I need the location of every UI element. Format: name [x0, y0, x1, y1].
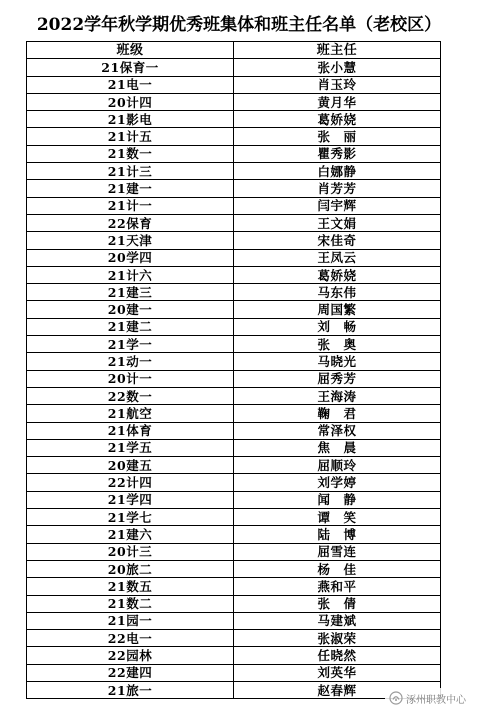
class-cell: 22建四 [27, 664, 234, 681]
class-cell: 21航空 [27, 405, 234, 422]
class-cell: 21计五 [27, 128, 234, 145]
teacher-cell: 张小慧 [234, 59, 441, 76]
teacher-cell: 张 丽 [234, 128, 441, 145]
teacher-cell: 白娜静 [234, 163, 441, 180]
table-row [27, 612, 441, 629]
teacher-cell: 宋佳奇 [234, 232, 441, 249]
teacher-cell: 谭 笑 [234, 509, 441, 526]
teacher-cell: 马东伟 [234, 284, 441, 301]
table-row [27, 578, 441, 595]
table-row [27, 197, 441, 214]
teacher-cell: 葛娇娆 [234, 111, 441, 128]
class-cell: 21数五 [27, 578, 234, 595]
class-cell: 21建三 [27, 284, 234, 301]
teacher-cell: 焦 晨 [234, 439, 441, 456]
table-row [27, 59, 441, 76]
teacher-cell: 王文娟 [234, 214, 441, 231]
class-cell: 21学一 [27, 336, 234, 353]
table-row [27, 457, 441, 474]
class-cell: 21计一 [27, 197, 234, 214]
class-teacher-table [26, 41, 441, 699]
table-row [27, 474, 441, 491]
teacher-cell: 马建斌 [234, 612, 441, 629]
class-cell: 21天津 [27, 232, 234, 249]
teacher-cell: 瞿秀影 [234, 145, 441, 162]
table-row [27, 111, 441, 128]
class-cell: 20计一 [27, 370, 234, 387]
teacher-cell: 杨 佳 [234, 560, 441, 577]
header-class: 班级 [27, 42, 234, 59]
class-cell: 21电一 [27, 76, 234, 93]
class-cell: 21体育 [27, 422, 234, 439]
class-cell: 21建六 [27, 526, 234, 543]
class-cell: 21影电 [27, 111, 234, 128]
class-cell: 20计三 [27, 543, 234, 560]
table-row [27, 93, 441, 110]
table-row [27, 353, 441, 370]
table-row [27, 336, 441, 353]
teacher-cell: 陆 博 [234, 526, 441, 543]
table-row [27, 214, 441, 231]
class-cell: 21园一 [27, 612, 234, 629]
class-cell: 21学四 [27, 491, 234, 508]
wechat-channel-icon [389, 691, 403, 705]
teacher-cell: 肖芳芳 [234, 180, 441, 197]
class-cell: 20建一 [27, 301, 234, 318]
class-cell: 21计六 [27, 266, 234, 283]
teacher-cell: 赵春辉 [234, 681, 441, 698]
table-row [27, 232, 441, 249]
class-cell: 20建五 [27, 457, 234, 474]
table-row [27, 180, 441, 197]
table-row [27, 266, 441, 283]
header-teacher: 班主任 [234, 42, 441, 59]
teacher-cell: 屈秀芳 [234, 370, 441, 387]
class-cell: 21建一 [27, 180, 234, 197]
document-title: 2022学年秋学期优秀班集体和班主任名单（老校区） [36, 15, 442, 35]
teacher-cell: 周国繁 [234, 301, 441, 318]
table-row [27, 422, 441, 439]
table-row [27, 370, 441, 387]
teacher-cell: 张 奥 [234, 336, 441, 353]
table-row [27, 681, 441, 698]
table-row [27, 595, 441, 612]
table-row [27, 543, 441, 560]
watermark [385, 688, 470, 708]
table-row [27, 560, 441, 577]
table-row [27, 664, 441, 681]
table-row [27, 526, 441, 543]
class-cell: 22数一 [27, 387, 234, 404]
table-body [27, 59, 441, 699]
table-row [27, 145, 441, 162]
class-cell: 21数一 [27, 145, 234, 162]
teacher-cell: 黄月华 [234, 93, 441, 110]
teacher-cell: 屈雪连 [234, 543, 441, 560]
teacher-cell: 刘英华 [234, 664, 441, 681]
teacher-cell: 鞠 君 [234, 405, 441, 422]
table-row [27, 491, 441, 508]
class-cell: 21学七 [27, 509, 234, 526]
class-cell: 22计四 [27, 474, 234, 491]
table-row [27, 630, 441, 647]
table-row [27, 284, 441, 301]
teacher-cell: 燕和平 [234, 578, 441, 595]
table-row [27, 439, 441, 456]
class-cell: 21计三 [27, 163, 234, 180]
teacher-cell: 王海涛 [234, 387, 441, 404]
teacher-cell: 马晓光 [234, 353, 441, 370]
table-row [27, 509, 441, 526]
class-cell: 20学四 [27, 249, 234, 266]
table-row [27, 405, 441, 422]
class-cell: 21建二 [27, 318, 234, 335]
teacher-cell: 刘学婷 [234, 474, 441, 491]
class-cell: 22园林 [27, 647, 234, 664]
table-row [27, 301, 441, 318]
class-cell: 20计四 [27, 93, 234, 110]
table-header-row [27, 42, 441, 59]
teacher-cell: 王凤云 [234, 249, 441, 266]
teacher-cell: 张淑荣 [234, 630, 441, 647]
class-cell: 21动一 [27, 353, 234, 370]
teacher-cell: 常泽权 [234, 422, 441, 439]
class-cell: 22电一 [27, 630, 234, 647]
table-row [27, 163, 441, 180]
class-cell: 22保育 [27, 214, 234, 231]
teacher-cell: 肖玉玲 [234, 76, 441, 93]
table-row [27, 647, 441, 664]
class-cell: 21数二 [27, 595, 234, 612]
teacher-cell: 闻 静 [234, 491, 441, 508]
table-row [27, 387, 441, 404]
table-row [27, 128, 441, 145]
class-cell: 20旅二 [27, 560, 234, 577]
table-row [27, 249, 441, 266]
table-row [27, 76, 441, 93]
watermark-text: 涿州职教中心 [406, 694, 466, 706]
class-cell: 21保育一 [27, 59, 234, 76]
teacher-cell: 葛娇娆 [234, 266, 441, 283]
teacher-cell: 任晓然 [234, 647, 441, 664]
teacher-cell: 张 倩 [234, 595, 441, 612]
teacher-cell: 刘 畅 [234, 318, 441, 335]
teacher-cell: 屈顺玲 [234, 457, 441, 474]
class-cell: 21学五 [27, 439, 234, 456]
teacher-cell: 闫宇辉 [234, 197, 441, 214]
class-cell: 21旅一 [27, 681, 234, 698]
table-row [27, 318, 441, 335]
